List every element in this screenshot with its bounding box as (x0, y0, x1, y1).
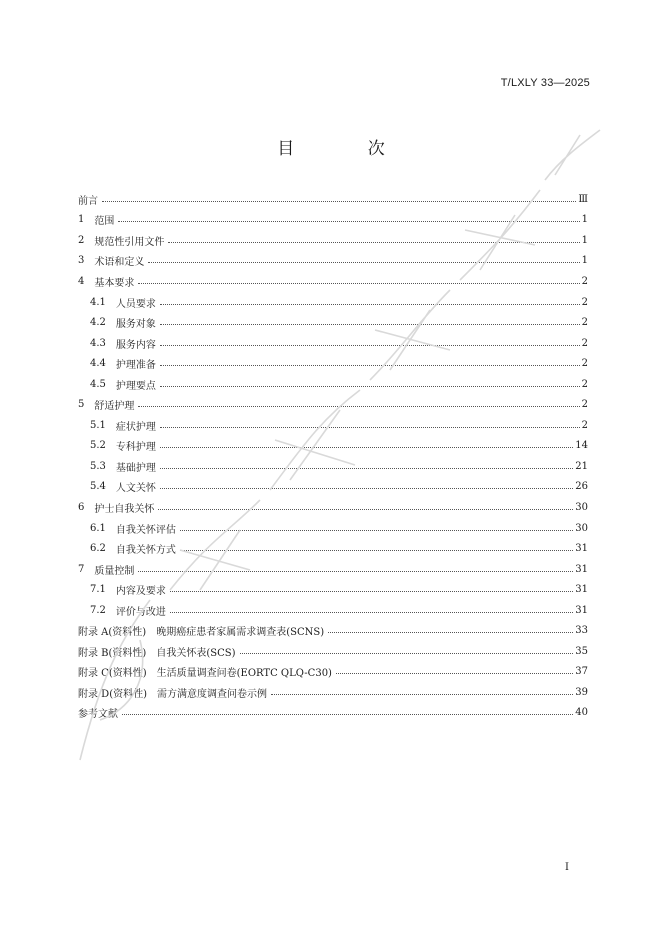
toc-leader-dots (240, 643, 574, 654)
toc-leader-dots (180, 520, 573, 531)
toc-entry[interactable] (78, 477, 588, 498)
toc-entry-page: 31 (575, 584, 588, 596)
toc-entry-label: 人员要求 (115, 298, 156, 310)
toc-entry-page: 1 (581, 234, 588, 246)
toc-entry-page: 31 (575, 543, 588, 555)
toc-leader-dots (158, 499, 573, 510)
toc-leader-dots (160, 355, 580, 366)
toc-entry[interactable] (78, 682, 588, 703)
toc-entry[interactable] (78, 538, 588, 559)
toc-entry-label: 症状护理 (115, 421, 156, 433)
toc-leader-dots (102, 191, 576, 202)
toc-entry-page: 2 (581, 317, 588, 329)
toc-entry-page: 2 (581, 275, 588, 287)
toc-entry-page: 31 (575, 604, 588, 616)
toc-entry-label: 评价与改进 (115, 606, 166, 618)
toc-entry-label: 护理要点 (115, 380, 156, 392)
toc-entry-number: 7.1 (90, 584, 106, 596)
toc-entry-number: 4 (78, 275, 85, 287)
toc-entry[interactable] (78, 394, 588, 415)
toc-entry-page: 37 (575, 666, 588, 678)
toc-leader-dots (328, 622, 573, 633)
toc-entry-number: 附录 C(资料性) (78, 668, 147, 680)
toc-leader-dots (118, 211, 579, 222)
toc-entry[interactable] (78, 559, 588, 580)
toc-entry-number: 2 (78, 234, 85, 246)
toc-leader-dots (271, 684, 573, 695)
toc-entry-number: 7.2 (90, 604, 106, 616)
toc-entry-number: 附录 B(资料性) (78, 647, 147, 659)
toc-entry-page: 30 (575, 501, 588, 513)
toc-leader-dots (160, 335, 580, 346)
toc-entry-page: 26 (575, 481, 588, 493)
toc-leader-dots (138, 396, 579, 407)
toc-entry-label: 服务内容 (115, 339, 156, 351)
toc-entry[interactable] (78, 230, 588, 251)
toc-entry-label: 舒适护理 (94, 401, 135, 413)
toc-leader-dots (148, 252, 579, 263)
toc-entry[interactable] (78, 292, 588, 313)
toc-entry[interactable] (78, 374, 588, 395)
toc-entry-page: 21 (575, 460, 588, 472)
toc-entry-label: 晚期癌症患者家属需求调查表(SCNS) (156, 627, 325, 639)
toc-entry-number: 1 (78, 214, 85, 226)
toc-entry[interactable] (78, 271, 588, 292)
toc-entry-number: 4.5 (90, 378, 106, 390)
toc-entry[interactable] (78, 251, 588, 272)
toc-entry-page: 14 (575, 440, 588, 452)
toc-entry-label: 质量控制 (94, 565, 135, 577)
toc-leader-dots (168, 232, 579, 243)
toc-entry-label: 专科护理 (115, 442, 156, 454)
toc-entry[interactable] (78, 703, 588, 724)
toc-entry-page: 2 (581, 296, 588, 308)
toc-entry-label: 内容及要求 (115, 586, 166, 598)
toc-leader-dots (160, 376, 580, 387)
toc-entry-page: 39 (575, 686, 588, 698)
toc-leader-dots (170, 602, 573, 613)
toc-entry-page: 40 (575, 707, 588, 719)
toc-leader-dots (336, 663, 573, 674)
toc-entry-page: 2 (581, 358, 588, 370)
toc-leader-dots (122, 704, 573, 715)
toc-entry-page: 33 (575, 625, 588, 637)
toc-entry-page: 2 (581, 419, 588, 431)
toc-entry-number: 4.1 (90, 296, 106, 308)
toc-entry-label: 术语和定义 (94, 257, 145, 269)
toc-entry-page: 2 (581, 378, 588, 390)
toc-leader-dots (138, 561, 573, 572)
toc-leader-dots (160, 314, 580, 325)
toc-entry-label: 基本要求 (94, 277, 135, 289)
toc-entry[interactable] (78, 641, 588, 662)
toc-entry-page: 2 (581, 337, 588, 349)
toc-entry-number: 5.4 (90, 481, 106, 493)
toc-entry-label: 规范性引用文件 (94, 236, 165, 248)
toc-entry-label: 需方满意度调查问卷示例 (157, 688, 267, 700)
toc-leader-dots (138, 273, 579, 284)
toc-entry[interactable] (78, 436, 588, 457)
toc-entry[interactable] (78, 518, 588, 539)
toc-entry-page: 30 (575, 522, 588, 534)
toc-entry[interactable] (78, 579, 588, 600)
toc-entry-number: 6.2 (90, 543, 106, 555)
toc-entry[interactable] (78, 353, 588, 374)
page-title: 目 次 (277, 139, 419, 159)
toc-entry-number: 5.2 (90, 440, 106, 452)
toc-entry-page: 31 (575, 563, 588, 575)
toc-entry-label: 人文关怀 (115, 483, 156, 495)
toc-entry-number: 附录 A(资料性) (78, 627, 147, 639)
toc-entry-page: 2 (581, 399, 588, 411)
toc-entry-label: 自我关怀评估 (115, 524, 176, 536)
toc-entry[interactable] (78, 620, 588, 641)
toc-leader-dots (160, 478, 573, 489)
toc-entry[interactable] (78, 497, 588, 518)
toc-leader-dots (170, 581, 573, 592)
toc-entry-label: 基础护理 (115, 462, 156, 474)
toc-entry-page: 1 (581, 214, 588, 226)
toc-entry-number: 6.1 (90, 522, 106, 534)
toc-entry[interactable] (78, 415, 588, 436)
toc-entry-label: 服务对象 (115, 319, 156, 331)
toc-entry-label: 护理准备 (115, 360, 156, 372)
toc-leader-dots (160, 437, 573, 448)
toc-entry-number: 6 (78, 501, 85, 513)
toc-entry-label: 前言 (78, 195, 98, 207)
toc-leader-dots (180, 540, 573, 551)
toc-entry-label: 范围 (94, 216, 115, 228)
toc-entry-number: 3 (78, 255, 85, 267)
toc-leader-dots (160, 417, 580, 428)
toc-entry[interactable] (78, 189, 588, 210)
table-of-contents (78, 189, 588, 723)
toc-entry-number: 5 (78, 399, 85, 411)
toc-entry-label: 护士自我关怀 (94, 503, 155, 515)
toc-entry-number: 附录 D(资料性) (78, 688, 147, 700)
toc-entry-label: 参考文献 (78, 709, 118, 721)
toc-entry-number: 4.4 (90, 358, 106, 370)
toc-leader-dots (160, 458, 573, 469)
toc-entry[interactable] (78, 210, 588, 231)
toc-entry[interactable] (78, 312, 588, 333)
toc-entry-number: 4.3 (90, 337, 106, 349)
toc-entry[interactable] (78, 662, 588, 683)
toc-entry-page: Ⅲ (578, 193, 588, 205)
toc-entry[interactable] (78, 333, 588, 354)
toc-entry[interactable] (78, 600, 588, 621)
toc-entry-page: 1 (581, 255, 588, 267)
document-code: T/LXLY 33—2025 (500, 77, 590, 89)
toc-entry-label: 自我关怀方式 (115, 545, 176, 557)
toc-entry-number: 7 (78, 563, 85, 575)
page-number: I (565, 862, 569, 873)
toc-entry-number: 5.1 (90, 419, 106, 431)
toc-entry-number: 5.3 (90, 460, 106, 472)
toc-entry-label: 生活质量调查问卷(EORTC QLQ-C30) (156, 668, 332, 680)
toc-entry-page: 35 (575, 645, 588, 657)
toc-entry-label: 自我关怀表(SCS) (156, 647, 236, 659)
toc-entry[interactable] (78, 456, 588, 477)
toc-entry-number: 4.2 (90, 317, 106, 329)
toc-leader-dots (160, 294, 580, 305)
